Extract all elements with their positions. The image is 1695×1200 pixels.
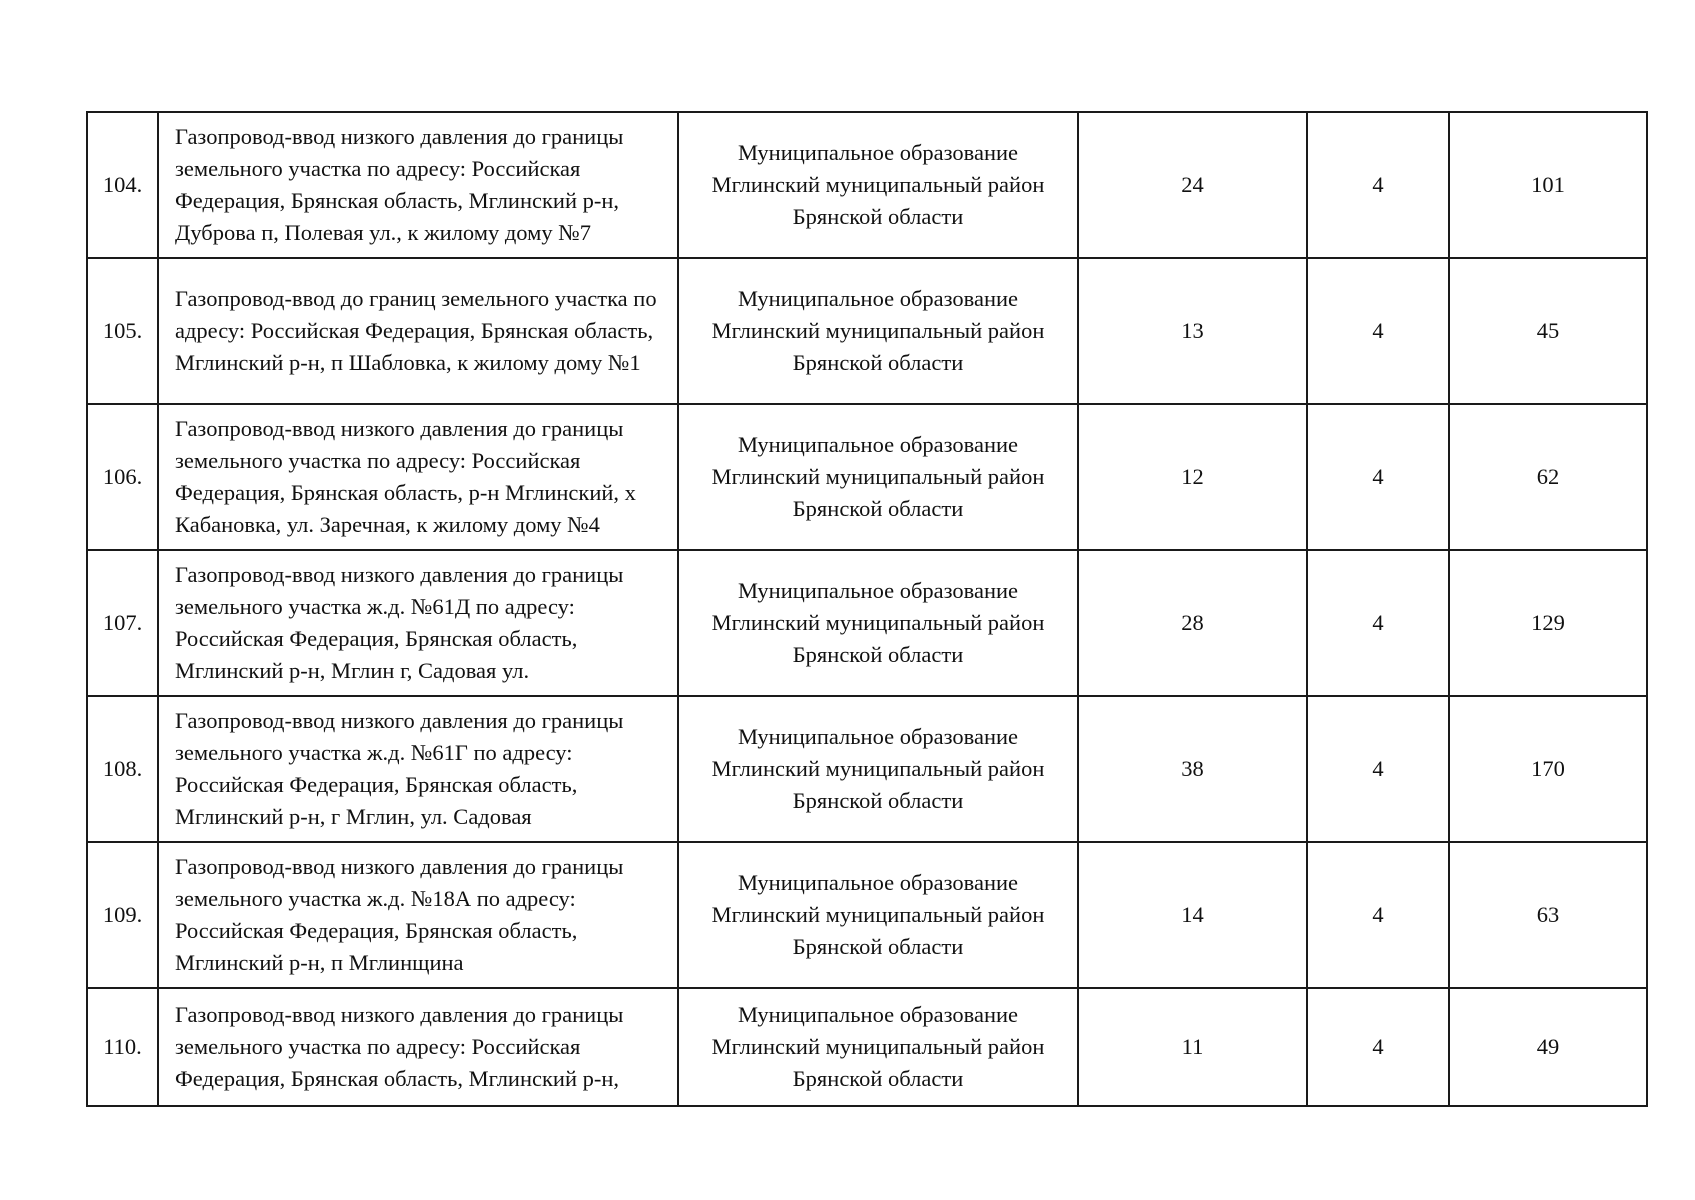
owner-line: Мглинский муниципальный район xyxy=(711,1034,1045,1059)
owner-cell xyxy=(678,988,1078,1106)
owner-cell xyxy=(678,404,1078,550)
table-row xyxy=(87,696,1647,842)
object-description-cell: Газопровод-ввод низкого давления до границы земельного участка ж.д. №18А по адресу: Российская Федерация, Брянская область, Мглинский р-н, п Мглинщина xyxy=(158,842,678,988)
row-number-cell: 106. xyxy=(87,404,158,550)
object-description-cell: Газопровод-ввод до границ земельного участка по адресу: Российская Федерация, Брянская область, Мглинский р-н, п Шабловка, к жилому дому №1 xyxy=(158,258,678,404)
owner-line: Брянской области xyxy=(792,1066,964,1091)
owner-line: Брянской области xyxy=(792,204,964,229)
owner-cell xyxy=(678,842,1078,988)
owner-line: Муниципальное образование xyxy=(737,1002,1019,1027)
table-row xyxy=(87,988,1647,1106)
category-cell: 4 xyxy=(1307,988,1449,1106)
row-number-cell: 109. xyxy=(87,842,158,988)
length-cell: 11 xyxy=(1078,988,1307,1106)
registry-table xyxy=(86,111,1648,1107)
owner-line: Мглинский муниципальный район xyxy=(711,172,1045,197)
table-row xyxy=(87,550,1647,696)
length-cell: 24 xyxy=(1078,112,1307,258)
owner-line: Мглинский муниципальный район xyxy=(711,610,1045,635)
owner-line: Муниципальное образование xyxy=(737,870,1019,895)
category-cell: 4 xyxy=(1307,842,1449,988)
length-cell: 28 xyxy=(1078,550,1307,696)
category-cell: 4 xyxy=(1307,696,1449,842)
length-cell: 38 xyxy=(1078,696,1307,842)
value-cell: 101 xyxy=(1449,112,1647,258)
owner-line: Брянской области xyxy=(792,934,964,959)
owner-cell xyxy=(678,696,1078,842)
object-description-cell: Газопровод-ввод низкого давления до границы земельного участка по адресу: Российская Федерация, Брянская область, Мглинский р-н, Дуброва п, Полевая ул., к жилому дому №7 xyxy=(158,112,678,258)
value-cell: 45 xyxy=(1449,258,1647,404)
object-description-cell: Газопровод-ввод низкого давления до границы земельного участка ж.д. №61Г по адресу: Российская Федерация, Брянская область, Мглинский р-н, г Мглин, ул. Садовая xyxy=(158,696,678,842)
category-cell: 4 xyxy=(1307,258,1449,404)
object-description-cell: Газопровод-ввод низкого давления до границы земельного участка ж.д. №61Д по адресу: Российская Федерация, Брянская область, Мглинский р-н, Мглин г, Садовая ул. xyxy=(158,550,678,696)
row-number-cell: 105. xyxy=(87,258,158,404)
length-cell: 14 xyxy=(1078,842,1307,988)
owner-line: Муниципальное образование xyxy=(737,286,1019,311)
value-cell: 62 xyxy=(1449,404,1647,550)
value-cell: 170 xyxy=(1449,696,1647,842)
table-row xyxy=(87,404,1647,550)
length-cell: 12 xyxy=(1078,404,1307,550)
owner-line: Мглинский муниципальный район xyxy=(711,464,1045,489)
owner-line: Муниципальное образование xyxy=(737,140,1019,165)
row-number-cell: 108. xyxy=(87,696,158,842)
owner-cell xyxy=(678,112,1078,258)
owner-line: Брянской области xyxy=(792,788,964,813)
object-description-cell: Газопровод-ввод низкого давления до границы земельного участка по адресу: Российская Федерация, Брянская область, р-н Мглинский, х Кабановка, ул. Заречная, к жилому дому №4 xyxy=(158,404,678,550)
category-cell: 4 xyxy=(1307,112,1449,258)
value-cell: 129 xyxy=(1449,550,1647,696)
owner-line: Муниципальное образование xyxy=(737,432,1019,457)
owner-line: Мглинский муниципальный район xyxy=(711,902,1045,927)
table-row xyxy=(87,258,1647,404)
object-description-cell: Газопровод-ввод низкого давления до границы земельного участка по адресу: Российская Федерация, Брянская область, Мглинский р-н, xyxy=(158,988,678,1106)
owner-cell xyxy=(678,258,1078,404)
owner-line: Брянской области xyxy=(792,496,964,521)
owner-line: Мглинский муниципальный район xyxy=(711,318,1045,343)
owner-cell xyxy=(678,550,1078,696)
owner-line: Брянской области xyxy=(792,350,964,375)
table-row xyxy=(87,112,1647,258)
owner-line: Мглинский муниципальный район xyxy=(711,756,1045,781)
row-number-cell: 107. xyxy=(87,550,158,696)
value-cell: 49 xyxy=(1449,988,1647,1106)
owner-line: Муниципальное образование xyxy=(737,578,1019,603)
row-number-cell: 104. xyxy=(87,112,158,258)
category-cell: 4 xyxy=(1307,404,1449,550)
row-number-cell: 110. xyxy=(87,988,158,1106)
length-cell: 13 xyxy=(1078,258,1307,404)
category-cell: 4 xyxy=(1307,550,1449,696)
value-cell: 63 xyxy=(1449,842,1647,988)
owner-line: Муниципальное образование xyxy=(737,724,1019,749)
registry-table-body xyxy=(87,112,1647,1106)
table-row xyxy=(87,842,1647,988)
owner-line: Брянской области xyxy=(792,642,964,667)
